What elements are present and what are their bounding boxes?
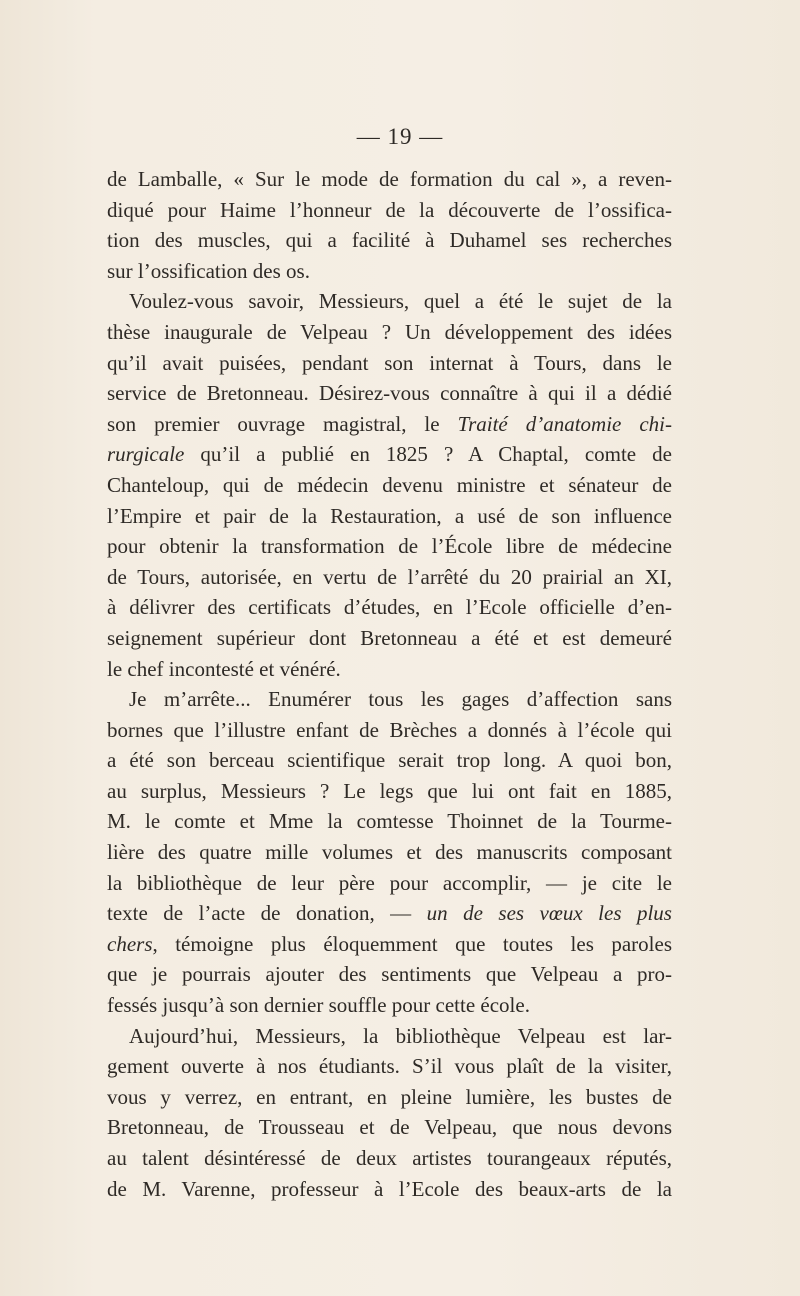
book-title: Traité d’anatomie chi- xyxy=(457,411,673,436)
text-line: Chanteloup, qui de médecin devenu ministre et sénateur de xyxy=(107,472,672,497)
text-line: le chef incontesté et vénéré. xyxy=(107,656,341,681)
text-line: son premier ouvrage magistral, le Traité d’anatomie chi- xyxy=(107,411,673,436)
text-line: sur l’ossification des os. xyxy=(107,258,310,283)
text-line: chers, témoigne plus éloquemment que toutes les paroles xyxy=(107,931,672,956)
book-title: rurgicale xyxy=(107,442,185,467)
text-line: Aujourd’hui, Messieurs, la bibliothèque Velpeau est lar- xyxy=(129,1023,672,1048)
text-line: tion des muscles, qui a facilité à Duhamel ses recherches xyxy=(107,228,672,253)
body-text xyxy=(107,164,672,1204)
text-line: Je m’arrête... Enumérer tous les gages d’affection sans xyxy=(129,687,672,712)
text-line: de Lamballe, « Sur le mode de formation du cal », a reven- xyxy=(107,167,672,191)
text-line: seignement supérieur dont Bretonneau a été et est demeuré xyxy=(107,625,672,650)
quoted-phrase: chers xyxy=(107,931,153,956)
text-line: a été son berceau scientifique serait trop long. A quoi bon, xyxy=(107,748,672,773)
quoted-phrase: un de ses vœux les plus xyxy=(426,901,672,926)
text-line: au talent désintéressé de deux artistes tourangeaux réputés, xyxy=(107,1146,672,1170)
text-line: de Tours, autorisée, en vertu de l’arrêté du 20 prairial an XI, xyxy=(107,564,672,589)
text-line: bornes que l’illustre enfant de Brèches a donnés à l’école qui xyxy=(107,717,672,742)
text-line: vous y verrez, en entrant, en pleine lumière, les bustes de xyxy=(107,1084,672,1109)
text-line: Voulez-vous savoir, Messieurs, quel a été le sujet de la xyxy=(129,289,672,314)
text-line: lière des quatre mille volumes et des manuscrits composant xyxy=(107,840,672,865)
page-number: — 19 — xyxy=(356,124,444,149)
text-line: service de Bretonneau. Désirez-vous connaître à qui il a dédié xyxy=(107,381,672,406)
text-line: fessés jusqu’à son dernier souffle pour cette école. xyxy=(107,993,530,1018)
text-line: rurgicale qu’il a publié en 1825 ? A Chaptal, comte de xyxy=(107,442,672,467)
text-line: la bibliothèque de leur père pour accomplir, — je cite le xyxy=(107,870,672,895)
text-line: au surplus, Messieurs ? Le legs que lui ont fait en 1885, xyxy=(107,778,672,803)
text-line: M. le comte et Mme la comtesse Thoinnet de la Tourme- xyxy=(107,809,672,834)
text-line: l’Empire et pair de la Restauration, a usé de son influence xyxy=(107,503,672,528)
text-line: thèse inaugurale de Velpeau ? Un développement des idées xyxy=(107,319,672,344)
text-line: de M. Varenne, professeur à l’Ecole des beaux-arts de la xyxy=(107,1176,672,1201)
text-line: qu’il avait puisées, pendant son internat à Tours, dans le xyxy=(107,350,672,375)
text-line: à délivrer des certificats d’études, en l’Ecole officielle d’en- xyxy=(107,595,672,620)
text-line: pour obtenir la transformation de l’École libre de médecine xyxy=(107,534,672,559)
text-line: Bretonneau, de Trousseau et de Velpeau, que nous devons xyxy=(107,1115,672,1140)
text-line: texte de l’acte de donation, — un de ses vœux les plus xyxy=(107,901,672,926)
text-line: diqué pour Haime l’honneur de la découverte de l’ossifica- xyxy=(107,197,672,222)
text-line: que je pourrais ajouter des sentiments que Velpeau a pro- xyxy=(107,962,672,987)
text-line: gement ouverte à nos étudiants. S’il vous plaît de la visiter, xyxy=(107,1054,672,1079)
